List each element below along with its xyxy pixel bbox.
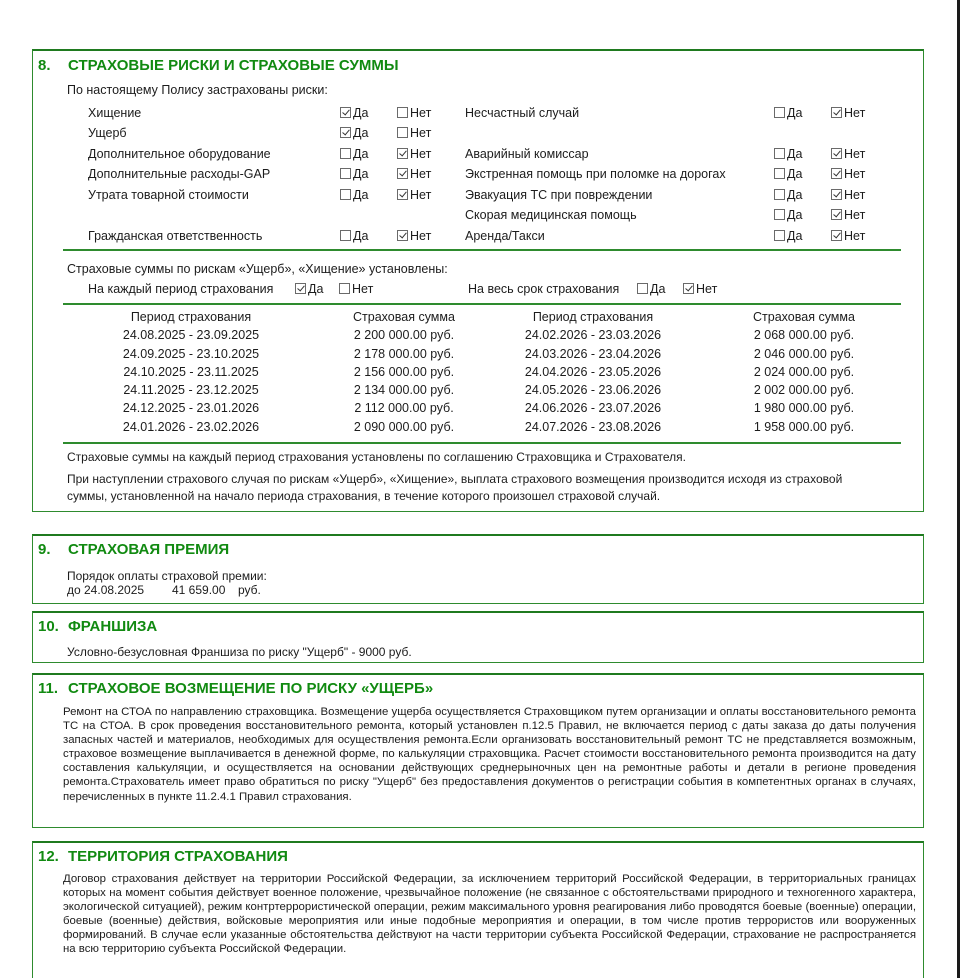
risk-no-checkbox[interactable] xyxy=(831,188,865,202)
risk-label: Аварийный комиссар xyxy=(465,147,589,161)
period-cell: 24.10.2025 - 23.11.2025 xyxy=(123,364,259,379)
checkbox-empty-icon xyxy=(340,148,351,159)
section-number: 10. xyxy=(38,618,59,635)
risk-yes-checkbox[interactable] xyxy=(774,147,802,161)
no-label: Нет xyxy=(410,106,432,120)
checkbox-empty-icon xyxy=(774,148,785,159)
sum-column-left xyxy=(319,308,489,436)
sum-cell: 2 134 000.00 руб. xyxy=(353,383,455,398)
checkbox-checked-icon xyxy=(397,189,408,200)
section-number: 8. xyxy=(38,57,51,74)
no-label: Нет xyxy=(352,282,374,296)
yes-label: Да xyxy=(787,147,803,161)
sum-cell: 2 068 000.00 руб. xyxy=(753,328,855,343)
checkbox-checked-icon xyxy=(340,107,351,118)
section-heading: СТРАХОВЫЕ РИСКИ И СТРАХОВЫЕ СУММЫ xyxy=(68,57,399,74)
risk-yes-checkbox[interactable] xyxy=(774,167,802,181)
whole-term-yes-checkbox[interactable] xyxy=(637,282,665,296)
risk-yes-checkbox[interactable] xyxy=(340,147,368,161)
checkbox-empty-icon xyxy=(774,189,785,200)
yes-label: Да xyxy=(787,229,803,243)
risk-label: Хищение xyxy=(88,106,142,120)
checkbox-checked-icon xyxy=(295,283,306,294)
risk-yes-checkbox[interactable] xyxy=(774,229,802,243)
column-header: Страховая сумма xyxy=(353,310,455,324)
risk-label: Гражданская ответственность xyxy=(88,229,263,243)
risk-yes-checkbox[interactable] xyxy=(340,106,368,120)
checkbox-checked-icon xyxy=(831,189,842,200)
period-column-left xyxy=(91,308,291,436)
section-number: 12. xyxy=(38,848,59,865)
yes-label: Да xyxy=(353,147,369,161)
no-label: Нет xyxy=(696,282,718,296)
no-label: Нет xyxy=(844,229,866,243)
yes-label: Да xyxy=(787,167,803,181)
sum-cell: 2 002 000.00 руб. xyxy=(753,383,855,398)
section-title xyxy=(38,848,288,865)
checkbox-checked-icon xyxy=(397,168,408,179)
per-period-no-checkbox[interactable] xyxy=(339,282,373,296)
checkbox-checked-icon xyxy=(397,148,408,159)
checkbox-empty-icon xyxy=(340,168,351,179)
section-number: 11. xyxy=(38,680,59,697)
risk-label: Утрата товарной стоимости xyxy=(88,188,249,202)
payout-note-line1: При наступлении страхового случая по рискам «Ущерб», «Хищение», выплата страхового возмещения производится исходя из страховой xyxy=(67,472,843,486)
period-cell: 24.05.2026 - 23.06.2026 xyxy=(524,383,662,398)
sum-cell: 2 112 000.00 руб. xyxy=(354,401,454,416)
risk-no-checkbox[interactable] xyxy=(397,188,431,202)
checkbox-checked-icon xyxy=(831,148,842,159)
section-insurance-premium xyxy=(32,534,924,604)
checkbox-empty-icon xyxy=(397,107,408,118)
section-heading: ТЕРРИТОРИЯ СТРАХОВАНИЯ xyxy=(68,848,288,865)
no-label: Нет xyxy=(844,147,866,161)
yes-label: Да xyxy=(353,229,369,243)
deductible-text: Условно-безусловная Франшиза по риску "Ущерб" - 9000 руб. xyxy=(67,645,412,659)
risk-yes-checkbox[interactable] xyxy=(340,188,368,202)
risk-no-checkbox[interactable] xyxy=(397,229,431,243)
premium-currency: руб. xyxy=(238,583,261,597)
section-number: 9. xyxy=(38,541,51,558)
yes-label: Да xyxy=(353,106,369,120)
risk-label: Скорая медицинская помощь xyxy=(465,208,637,222)
period-cell: 24.09.2025 - 23.10.2025 xyxy=(122,346,260,361)
no-label: Нет xyxy=(844,188,866,202)
risk-no-checkbox[interactable] xyxy=(397,106,431,120)
period-cell: 24.06.2026 - 23.07.2026 xyxy=(524,401,662,416)
section-title xyxy=(38,680,433,697)
yes-label: Да xyxy=(787,188,803,202)
checkbox-checked-icon xyxy=(831,230,842,241)
sum-cell: 1 958 000.00 руб. xyxy=(753,419,855,434)
sums-intro: Страховые суммы по рискам «Ущерб», «Хищение» установлены: xyxy=(67,262,448,276)
premium-due-date: до 24.08.2025 xyxy=(67,583,145,597)
section-insurance-territory xyxy=(32,841,924,978)
compensation-text: Ремонт на СТОА по направлению страховщика. Возмещение ущерба осуществляется Страховщиком путем организации и оплаты восстановительного ремонта ТС на СТОА. В срок проведения восстановительного ремонта, который установлен п.12.5 Правил, не включается период с даты заказа до даты получения запасных частей и материалов, необходимых для осуществления ремонта.Если организовать восстановительный ремонт ТС не представляется возможным, страховое возмещение выплачивается в денежной форме, по калькуляции страховщика. Расчет стоимости восстановительного ремонта производится на дату составления калькуляции, и осуществляется на основании действующих среднерыночных цен на ремонтные работы и детали в регионе проведения ремонта.Страхователь имеет право обратиться по риску "Ущерб" без предоставления документов о регистрации события в компетентных органах в случаях, перечисленных в пункте 11.2.4.1 Правил страхования. xyxy=(63,706,916,803)
yes-label: Да xyxy=(787,106,803,120)
sum-cell: 1 980 000.00 руб. xyxy=(753,401,855,416)
checkbox-checked-icon xyxy=(340,127,351,138)
column-header: Страховая сумма xyxy=(753,310,855,324)
section-insurance-risks xyxy=(32,49,924,512)
section-deductible xyxy=(32,611,924,663)
risk-no-checkbox[interactable] xyxy=(397,167,431,181)
risk-label: Экстренная помощь при поломке на дорогах xyxy=(465,167,726,181)
risk-no-checkbox[interactable] xyxy=(831,147,865,161)
risk-label: Ущерб xyxy=(88,126,127,140)
no-label: Нет xyxy=(844,208,866,222)
checkbox-empty-icon xyxy=(397,127,408,138)
sum-cell: 2 178 000.00 руб. xyxy=(353,346,455,361)
divider xyxy=(63,442,901,444)
section-heading: СТРАХОВАЯ ПРЕМИЯ xyxy=(68,541,230,558)
risk-yes-checkbox[interactable] xyxy=(340,126,368,140)
yes-label: Да xyxy=(787,208,803,222)
period-cell: 24.07.2026 - 23.08.2026 xyxy=(524,419,662,434)
checkbox-empty-icon xyxy=(637,283,648,294)
risk-yes-checkbox[interactable] xyxy=(774,188,802,202)
sum-cell: 2 156 000.00 руб. xyxy=(353,364,455,379)
per-period-yes-checkbox[interactable] xyxy=(295,282,323,296)
section-title xyxy=(38,57,399,74)
sum-column-right xyxy=(719,308,889,436)
period-cell: 24.12.2025 - 23.01.2026 xyxy=(122,401,260,416)
yes-label: Да xyxy=(353,188,369,202)
no-label: Нет xyxy=(844,167,866,181)
per-period-label: На каждый период страхования xyxy=(88,282,274,296)
no-label: Нет xyxy=(410,126,432,140)
period-column-right xyxy=(493,308,693,436)
risks-intro: По настоящему Полису застрахованы риски: xyxy=(67,83,328,97)
risk-yes-checkbox[interactable] xyxy=(774,208,802,222)
risk-no-checkbox[interactable] xyxy=(831,106,865,120)
sums-note: Страховые суммы на каждый период страхования установлены по соглашению Страховщика и Страхователя. xyxy=(67,450,687,464)
no-label: Нет xyxy=(410,147,432,161)
premium-amount: 41 659.00 xyxy=(172,583,226,597)
risk-yes-checkbox[interactable] xyxy=(774,106,802,120)
yes-label: Да xyxy=(353,126,369,140)
checkbox-empty-icon xyxy=(774,230,785,241)
territory-text: Договор страхования действует на территории Российской Федерации, за исключением территорий Российской Федерации, в территориальных границах которых на момент события действует военное положение, чрезвычайное положение (не связанное с обстоятельствами природного и техногенного характера, экологической ситуацией), режим контртеррористической операции, режим максимального уровня реагирования либо проводятся боевые (военные) операции, боевые (военные) действия, войсковые мероприятия или иные подобные мероприятия и операции, в том числе против террористов или вооруженных формирований. В случае если указанные обстоятельства действуют на части территории субъекта Российской Федерации, страхование не распространяется на всю территорию субъекта Российской Федерации. xyxy=(63,873,916,956)
period-cell: 24.11.2025 - 23.12.2025 xyxy=(123,383,259,398)
payout-note-line2: суммы, установленной на начало периода страхования, в течение которого произошел страховой случай. xyxy=(67,489,661,503)
risk-no-checkbox[interactable] xyxy=(831,208,865,222)
yes-label: Да xyxy=(650,282,666,296)
section-title xyxy=(38,618,157,635)
checkbox-empty-icon xyxy=(774,107,785,118)
no-label: Нет xyxy=(410,229,432,243)
sum-cell: 2 046 000.00 руб. xyxy=(753,346,855,361)
section-heading: СТРАХОВОЕ ВОЗМЕЩЕНИЕ ПО РИСКУ «УЩЕРБ» xyxy=(68,680,434,697)
divider xyxy=(63,249,901,251)
risk-no-checkbox[interactable] xyxy=(831,229,865,243)
section-damage-compensation xyxy=(32,673,924,828)
risk-label: Дополнительные расходы-GAP xyxy=(88,167,271,181)
sum-cell: 2 200 000.00 руб. xyxy=(353,328,455,343)
column-header: Период страхования xyxy=(532,310,654,324)
risk-label: Дополнительное оборудование xyxy=(88,147,271,161)
checkbox-empty-icon xyxy=(340,189,351,200)
checkbox-checked-icon xyxy=(397,230,408,241)
risk-yes-checkbox[interactable] xyxy=(340,229,368,243)
divider xyxy=(63,303,901,305)
period-cell: 24.03.2026 - 23.04.2026 xyxy=(524,346,662,361)
risk-no-checkbox[interactable] xyxy=(397,147,431,161)
no-label: Нет xyxy=(410,167,432,181)
checkbox-empty-icon xyxy=(774,168,785,179)
checkbox-empty-icon xyxy=(774,209,785,220)
sum-cell: 2 024 000.00 руб. xyxy=(753,364,855,379)
checkbox-checked-icon xyxy=(831,168,842,179)
premium-order-label: Порядок оплаты страховой премии: xyxy=(67,569,267,583)
risk-label: Несчастный случай xyxy=(465,106,580,120)
whole-term-no-checkbox[interactable] xyxy=(683,282,717,296)
no-label: Нет xyxy=(410,188,432,202)
column-header: Период страхования xyxy=(130,310,252,324)
checkbox-checked-icon xyxy=(831,209,842,220)
yes-label: Да xyxy=(353,167,369,181)
risk-label: Аренда/Такси xyxy=(465,229,545,243)
period-cell: 24.08.2025 - 23.09.2025 xyxy=(122,328,260,343)
whole-term-label: На весь срок страхования xyxy=(468,282,620,296)
risk-no-checkbox[interactable] xyxy=(397,126,431,140)
yes-label: Да xyxy=(308,282,324,296)
risk-label: Эвакуация ТС при повреждении xyxy=(465,188,653,202)
period-cell: 24.02.2026 - 23.03.2026 xyxy=(524,328,662,343)
no-label: Нет xyxy=(844,106,866,120)
section-title xyxy=(38,541,229,558)
checkbox-empty-icon xyxy=(340,230,351,241)
risk-no-checkbox[interactable] xyxy=(831,167,865,181)
period-cell: 24.04.2026 - 23.05.2026 xyxy=(524,364,662,379)
risk-yes-checkbox[interactable] xyxy=(340,167,368,181)
checkbox-empty-icon xyxy=(339,283,350,294)
sum-cell: 2 090 000.00 руб. xyxy=(353,419,455,434)
checkbox-checked-icon xyxy=(831,107,842,118)
section-heading: ФРАНШИЗА xyxy=(68,618,158,635)
period-cell: 24.01.2026 - 23.02.2026 xyxy=(122,419,260,434)
checkbox-checked-icon xyxy=(683,283,694,294)
